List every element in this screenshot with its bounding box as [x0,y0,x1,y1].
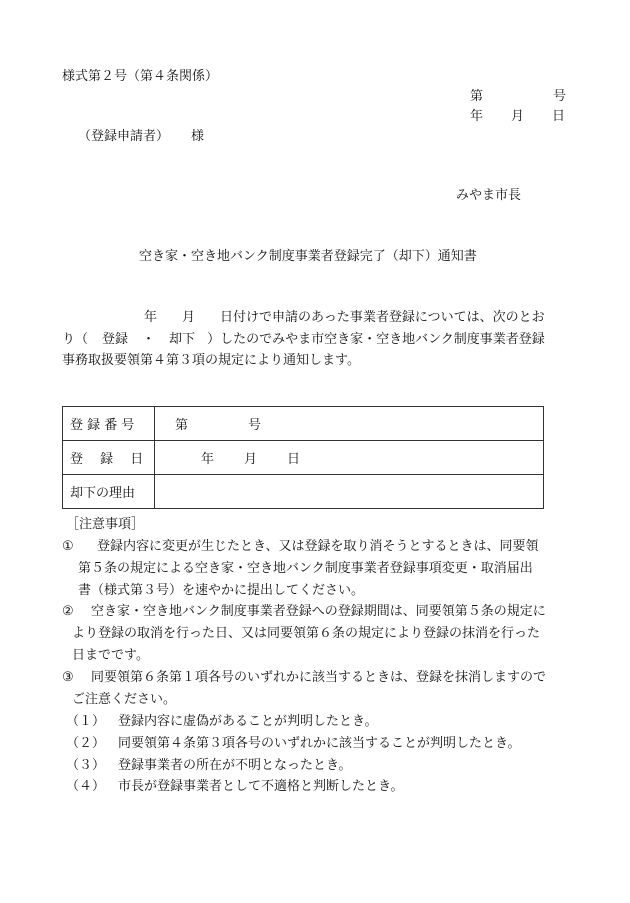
option-register: 登録 [102,332,129,347]
body-line-1 [62,311,545,324]
registration-table [62,406,544,509]
body-line-2-text: ）したのでみやま市空き家・空き地バンク制度事業者登録 [207,332,545,347]
sub-item-4-text: 市長が登録事業者として不適格と判断したとき。 [118,779,404,794]
body-line-3: 事務取扱要領第４第３項の規定により通知します。 [62,353,360,368]
option-reject: 却下 [169,332,196,347]
applicant-label: （登録申請者） [78,129,170,144]
sub-item-2-text: 同要領第４条第３項各号のいずれかに該当することが判明したとき。 [118,736,521,751]
note-1-line-2: 第５条の規定による空き家・空き地バンク制度事業者登録事項変更・取消届出 [78,561,533,576]
document-title: 空き家・空き地バンク制度事業者登録完了（却下）通知書 [139,249,477,264]
registration-number-value [155,407,544,441]
note-2-line-1: 空き家・空き地バンク制度事業者登録への登録期間は、同要領第５条の規定に [91,604,546,619]
reg-date-year: 年 [201,452,215,467]
registration-date-label: 登 録 日 [63,441,155,475]
date-year: 年 [470,109,484,124]
body-line-1-text: 日付けで申請のあった事業者登録については、次のとお [220,310,545,325]
note-2-line-3: 日までです。 [72,648,149,663]
note-1-marker: ① [62,539,74,554]
sub-item-1-marker: （１） [66,714,106,729]
body-line-2 [62,333,545,346]
option-separator: ・ [142,332,156,347]
registration-date-value [155,441,544,475]
date-month: 月 [511,109,525,124]
reg-date-day: 日 [287,452,301,467]
table-row [63,407,544,441]
note-3-marker: ③ [62,670,74,685]
sub-item-1-text: 登録内容に虚偽があることが判明したとき。 [118,714,378,729]
body-paren-open: り（ [62,332,89,347]
body-year: 年 [144,310,158,325]
registration-number-label: 登 録 番 号 [63,407,155,441]
note-3-line-1: 同要領第６条第１項各号のいずれかに該当するときは、登録を抹消しますので [91,670,547,685]
table-row [63,475,544,509]
date-day: 日 [552,109,566,124]
applicant-line [78,130,204,143]
note-1-line-3: 書（様式第３号）を速やかに提出してください。 [78,583,365,598]
rejection-reason-value [155,475,544,509]
document-number [470,90,566,103]
body-month: 月 [182,310,196,325]
doc-number-prefix: 第 [470,89,484,104]
note-2-marker: ② [62,604,74,619]
reg-number-suffix: 号 [248,418,262,433]
applicant-honorific: 様 [191,129,205,144]
table-row [63,441,544,475]
reg-date-month: 月 [244,452,258,467]
rejection-reason-label: 却下の理由 [63,475,155,509]
sub-item-3-text: 登録事業者の所在が不明となったとき。 [118,758,352,773]
note-3-line-2: ご注意ください。 [72,692,177,707]
reg-number-prefix: 第 [175,418,189,433]
form-number: 様式第２号（第４条関係） [62,69,219,84]
issuer: みやま市長 [456,188,522,203]
issue-date [470,110,565,123]
doc-number-suffix: 号 [553,89,567,104]
sub-item-2-marker: （２） [66,736,106,751]
notes-heading: ［注意事項］ [66,517,145,532]
note-2-line-2: より登録の取消を行った日、又は同要領第６条の規定により登録の抹消を行った [72,626,541,641]
note-1-line-1: 登録内容に変更が生じたとき、又は登録を取り消そうとするときは、同要領 [97,539,539,554]
sub-item-4-marker: （４） [66,779,106,794]
sub-item-3-marker: （３） [66,758,106,773]
